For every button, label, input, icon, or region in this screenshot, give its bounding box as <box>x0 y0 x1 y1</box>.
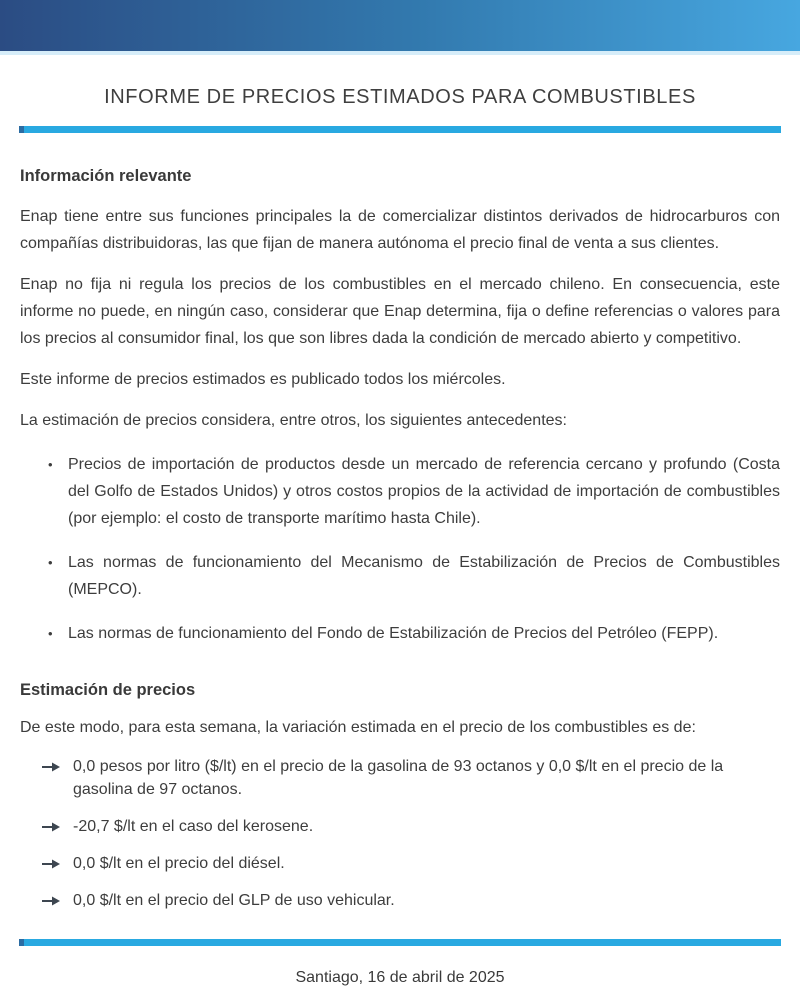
right-arrow-icon <box>42 822 61 832</box>
header-underline <box>0 51 800 55</box>
divider-left-cap <box>19 126 24 133</box>
section-heading-estimacion-precios: Estimación de precios <box>20 681 196 699</box>
list-item <box>20 815 780 838</box>
paragraph-antecedentes-intro: La estimación de precios considera, entre otros, los siguientes antecedentes: <box>20 412 567 429</box>
list-item <box>20 755 780 801</box>
list-item <box>20 852 780 875</box>
list-item <box>20 451 780 532</box>
list-item-text: 0,0 $/lt en el precio del GLP de uso vehicular. <box>73 892 395 909</box>
list-item-text: 0,0 $/lt en el precio del diésel. <box>73 855 285 872</box>
list-item-text: Las normas de funcionamiento del Mecanismo de Estabilización de Precios de Combustibles (MEPCO). <box>68 554 780 598</box>
list-item <box>20 889 780 912</box>
report-title: INFORME DE PRECIOS ESTIMADOS PARA COMBUSTIBLES <box>104 86 696 108</box>
list-item <box>20 549 780 603</box>
list-item-text: 0,0 pesos por litro ($/lt) en el precio de la gasolina de 93 octanos y 0,0 $/lt en el precio de la gasolina de 97 octanos. <box>73 758 724 798</box>
variaciones-list <box>20 755 780 912</box>
right-arrow-icon <box>42 762 61 772</box>
bullet-icon: • <box>48 457 53 472</box>
bullet-icon: • <box>48 626 53 641</box>
list-item-text: Las normas de funcionamiento del Fondo de Estabilización de Precios del Petróleo (FEPP). <box>68 625 719 642</box>
paragraph-estimacion-intro: De este modo, para esta semana, la variación estimada en el precio de los combustibles es de: <box>20 719 696 736</box>
header-gradient-bar <box>0 0 800 51</box>
right-arrow-icon <box>42 859 61 869</box>
right-arrow-icon <box>42 896 61 906</box>
footer-divider <box>19 939 781 946</box>
divider-left-cap <box>19 939 24 946</box>
section-heading-informacion-relevante: Información relevante <box>20 167 192 185</box>
list-item-text: -20,7 $/lt en el caso del kerosene. <box>73 818 314 835</box>
antecedentes-list <box>20 451 780 647</box>
paragraph-comercializar: Enap tiene entre sus funciones principales la de comercializar distintos derivados de hidrocarburos con compañías distribuidoras, las que fijan de manera autónoma el precio final de venta a sus clientes. <box>20 208 780 252</box>
list-item-text: Precios de importación de productos desde un mercado de referencia cercano y profundo (Costa del Golfo de Estados Unidos) y otros costos propios de la actividad de importación de combustibles (por ejemplo: el costo de transporte marítimo hasta Chile). <box>68 456 780 527</box>
paragraph-no-fija: Enap no fija ni regula los precios de los combustibles en el mercado chileno. En consecuencia, este informe no puede, en ningún caso, considerar que Enap determina, fija o define referencias o valores para los precios al consumidor final, los que son libres dada la condición de mercado abierto y competitivo. <box>20 276 780 347</box>
paragraph-publicado-miercoles: Este informe de precios estimados es publicado todos los miércoles. <box>20 371 506 388</box>
report-body <box>0 167 800 912</box>
footer-date: Santiago, 16 de abril de 2025 <box>295 969 505 986</box>
bullet-icon: • <box>48 555 53 570</box>
list-item <box>20 620 780 647</box>
title-divider <box>19 126 781 133</box>
